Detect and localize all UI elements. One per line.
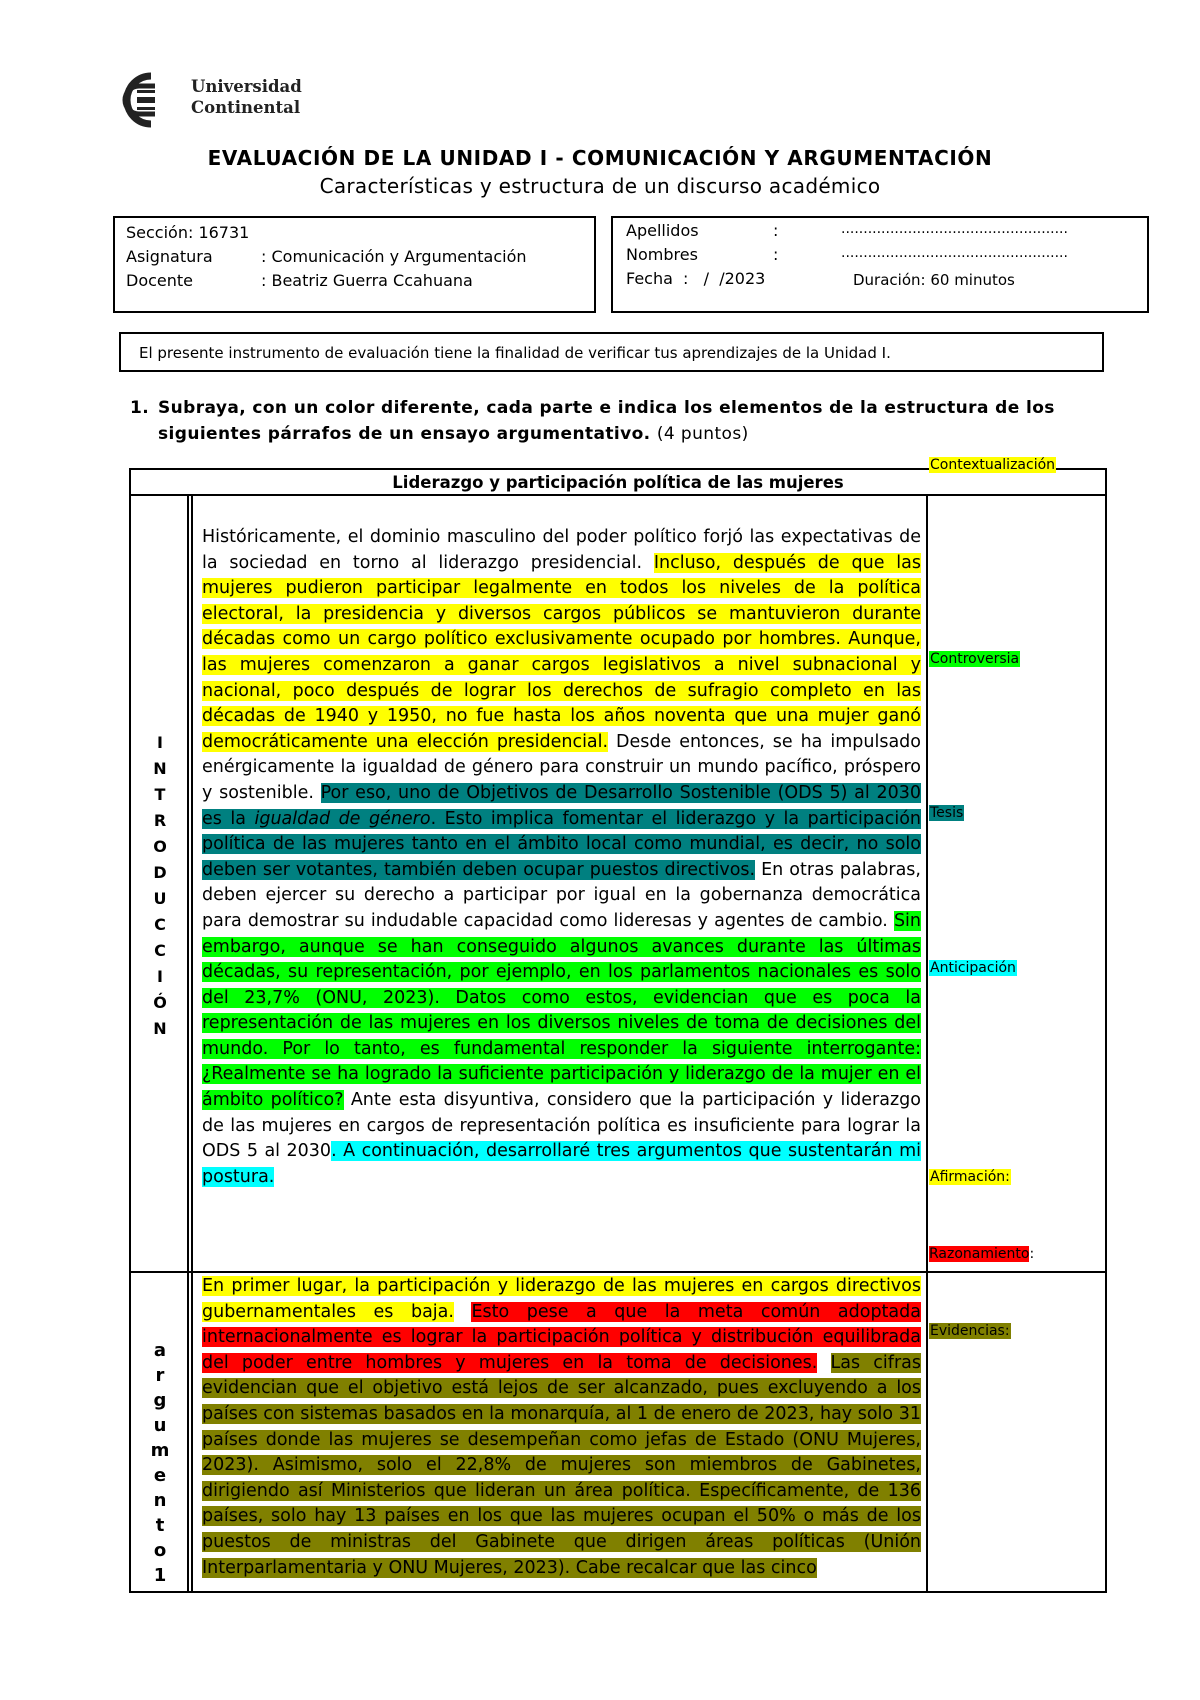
intro-paragraph bbox=[202, 525, 921, 1190]
purpose-box bbox=[119, 332, 1104, 372]
section-label: Sección: 16731 bbox=[126, 223, 250, 242]
table-divider bbox=[131, 494, 1105, 496]
page-subtitle: Características y estructura de un discurso académico bbox=[319, 174, 881, 198]
question-prompt: Subraya, con un color diferente, cada parte e indica los elementos de la estructura de los siguientes párrafos de un ensayo argumentativo. bbox=[158, 398, 1055, 444]
intro-label-letter: D bbox=[153, 863, 167, 882]
tag-razonamiento-colon: : bbox=[1029, 1246, 1035, 1262]
intro-sentence-5: En otras palabras, deben ejercer su derecho a participar por igual en la gobernanza democrática para demostrar su indudable capacidad como lideresas y agentes de cambio. bbox=[202, 859, 921, 931]
course-info-box bbox=[113, 216, 596, 313]
argument-label-letter: u bbox=[153, 1415, 167, 1436]
argument-label-letter: m bbox=[150, 1440, 170, 1461]
argument-1-paragraph bbox=[202, 1274, 921, 1581]
argument-1-section-label bbox=[131, 1338, 189, 1588]
intro-sentence-3: Desde entonces, se ha impulsado enérgicamente la igualdad de género para construir un mundo pacífico, próspero y sostenible. bbox=[202, 731, 921, 803]
argument-label-letter: t bbox=[155, 1515, 165, 1536]
essay-title: Liderazgo y participación política de las mujeres bbox=[392, 473, 844, 492]
argument-label-letter: o bbox=[153, 1540, 167, 1561]
tag-afirmacion: Afirmación: bbox=[930, 1169, 1010, 1185]
intro-label-letter: R bbox=[153, 811, 167, 830]
teacher-label: Docente bbox=[126, 271, 194, 290]
tag-contextualizacion: Contextualización bbox=[930, 457, 1056, 473]
intro-label-letter: N bbox=[153, 1019, 167, 1038]
argument-label-letter: r bbox=[155, 1365, 165, 1386]
essay-table bbox=[129, 457, 1107, 1593]
tag-evidencias: Evidencias: bbox=[930, 1323, 1010, 1339]
controversy-highlight: Sin embargo, aunque se han conseguido algunos avances durante las últimas décadas, su representación, por ejemplo, en los parlamentos nacionales es solo del 23,7% (ONU, 2023). Datos como estos, evidencian que es poca la representación de las mujeres en los diversos niveles de toma de decisiones del mundo. Por lo tanto, es fundamental responder la siguiente interrogante: ¿Realmente se ha logrado la suficiente participación y liderazgo de la mujer en el ámbito político? bbox=[202, 910, 921, 1111]
intro-label-letter: T bbox=[154, 785, 166, 804]
student-info-box bbox=[611, 216, 1149, 313]
university-name bbox=[191, 76, 302, 118]
surname-field[interactable]: ................................................... bbox=[841, 221, 1068, 237]
thesis-italic: igualdad de género bbox=[254, 808, 431, 829]
reasoning-highlight: Esto pese a que la meta común adoptada internacionalmente es lograr la participación política y distribución equilibrada del poder entre hombres y mujeres en la toma de decisiones. bbox=[202, 1301, 921, 1373]
tag-controversia: Controversia bbox=[930, 651, 1020, 667]
intro-label-letter: U bbox=[153, 889, 167, 908]
intro-label-letter: Ó bbox=[153, 993, 167, 1012]
argument-label-letter: 1 bbox=[153, 1565, 167, 1586]
table-column-line bbox=[191, 494, 193, 1591]
table-column-line bbox=[926, 494, 928, 1591]
claim-highlight: En primer lugar, la participación y liderazgo de las mujeres en cargos directivos gubernamentales es baja. bbox=[202, 1276, 921, 1322]
intro-label-letter: C bbox=[154, 915, 166, 934]
argument-label-letter: e bbox=[153, 1465, 167, 1486]
question-points: (4 puntos) bbox=[656, 424, 749, 444]
table-divider bbox=[131, 1271, 1105, 1273]
anticipation-highlight: . A continuación, desarrollaré tres argumentos que sustentarán mi postura. bbox=[202, 1141, 921, 1187]
page-title: EVALUACIÓN DE LA UNIDAD I - COMUNICACIÓN Y ARGUMENTACIÓN bbox=[207, 146, 993, 170]
intro-section-label bbox=[131, 730, 189, 1042]
tag-razonamiento-label: Razonamiento bbox=[929, 1246, 1030, 1262]
argument-label-letter: n bbox=[153, 1490, 167, 1511]
purpose-text: El presente instrumento de evaluación tiene la finalidad de verificar tus aprendizajes de la Unidad I. bbox=[139, 344, 891, 362]
question-text bbox=[158, 395, 1128, 447]
intro-label-letter: O bbox=[153, 837, 167, 856]
surname-label: Apellidos bbox=[626, 221, 699, 240]
subject-label: Asignatura bbox=[126, 247, 213, 266]
argument-label-letter: a bbox=[153, 1340, 167, 1361]
university-name-line2: Continental bbox=[191, 98, 301, 117]
date-label: Fecha bbox=[626, 269, 673, 288]
thesis-part-2: . Esto implica fomentar el liderazgo y la participación política de las mujeres tanto en el ámbito local como mundial, es decir, no solo deben ser votantes, también deben ocupar puestos directivos. bbox=[202, 808, 921, 880]
teacher-value: : Beatriz Guerra Ccahuana bbox=[261, 271, 473, 290]
argument-label-letter: g bbox=[153, 1390, 167, 1411]
names-field[interactable]: ................................................... bbox=[841, 245, 1068, 261]
names-colon: : bbox=[773, 245, 779, 264]
question-number: 1. bbox=[130, 398, 150, 418]
surname-colon: : bbox=[773, 221, 779, 240]
intro-label-letter: C bbox=[154, 941, 166, 960]
tag-tesis: Tesis bbox=[930, 805, 964, 821]
tag-anticipacion: Anticipación bbox=[930, 960, 1016, 976]
intro-sentence-7: Ante esta disyuntiva, considero que la participación y liderazgo de las mujeres en cargos de representación política es insuficiente para lograr la ODS 5 al 2030 bbox=[202, 1090, 921, 1162]
thesis-part-1: Por eso, uno de Objetivos de Desarrollo Sostenible (ODS 5) al 2030 es la bbox=[202, 782, 921, 829]
duration-text: Duración: 60 minutos bbox=[853, 271, 1015, 289]
intro-label-letter: I bbox=[157, 733, 163, 752]
contextualization-highlight: Incluso, después de que las mujeres pudieron participar legalmente en todos los niveles de la política electoral, la presidencia y diversos cargos públicos se mantuvieron durante décadas como un cargo político exclusivamente ocupado por hombres. Aunque, las mujeres comenzaron a ganar cargos legislativos a nivel subnacional y nacional, poco después de lograr los derechos de sufragio completo en las décadas de 1940 y 1950, no fue hasta los años noventa que una mujer ganó democráticamente una elección presidencial. bbox=[202, 552, 921, 752]
subject-value: : Comunicación y Argumentación bbox=[261, 247, 527, 266]
intro-label-letter: N bbox=[153, 759, 167, 778]
names-label: Nombres bbox=[626, 245, 698, 264]
intro-label-letter: I bbox=[157, 967, 163, 986]
tag-razonamiento bbox=[929, 1246, 1034, 1262]
university-name-line1: Universidad bbox=[191, 77, 302, 96]
intro-sentence-1: Históricamente, el dominio masculino del poder político forjó las expectativas de la sociedad en torno al liderazgo presidencial. bbox=[202, 527, 921, 573]
evidence-highlight: Las cifras evidencian que el objetivo está lejos de ser alcanzado, pues excluyendo a los países con sistemas basados en la monarquía, al 1 de enero de 2023, hay solo 31 países donde las mujeres se desempeñan como jefas de Estado (ONU Mujeres, 2023). Asimismo, solo el 22,8% de mujeres son miembros de Gabinetes, dirigiendo así Ministerios que lideran un área política. Específicamente, de 136 países, solo hay 13 países en los que las mujeres ocupan el 50% o más de los puestos de ministras del Gabinete que dirigen áreas políticas (Unión Interparlamentaria y ONU Mujeres, 2023). Cabe recalcar que las cinco bbox=[202, 1352, 921, 1578]
date-field[interactable]: : / /2023 bbox=[683, 269, 766, 288]
